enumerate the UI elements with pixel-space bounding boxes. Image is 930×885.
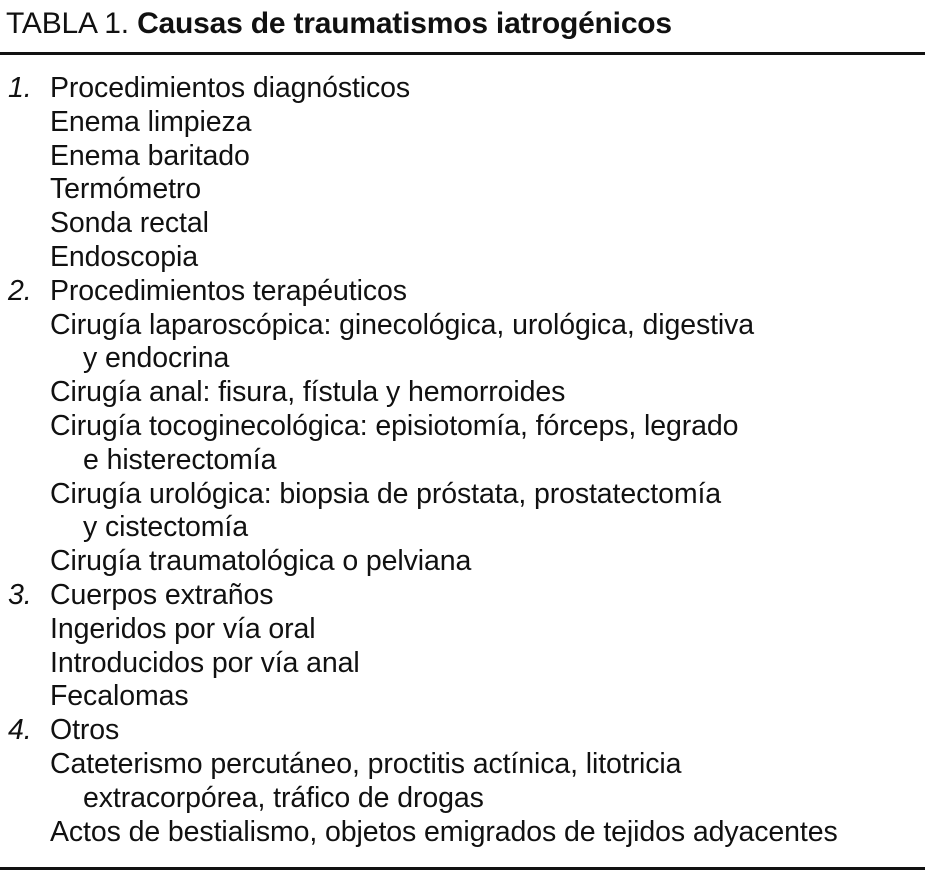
list-item (0, 478, 925, 512)
section-number: 4. (8, 714, 32, 747)
bottom-rule (0, 867, 925, 870)
section-number: 1. (8, 72, 32, 104)
list-item-continuation (0, 782, 925, 816)
list-item (0, 309, 925, 343)
top-rule (0, 52, 925, 55)
list-item-text: Fecalomas (50, 680, 189, 713)
list-item-text: Enema limpieza (50, 105, 252, 138)
list-item-text: Cirugía tocoginecológica: episiotomía, fórceps, legrado (50, 409, 739, 442)
list-item (0, 748, 925, 782)
list-item-text: Endoscopia (50, 240, 198, 273)
section-heading (0, 72, 925, 106)
list-item (0, 680, 925, 714)
list-item-continuation (0, 444, 925, 478)
list-item-continuation (0, 511, 925, 545)
section-title: Procedimientos diagnósticos (50, 72, 411, 104)
causes-list (0, 72, 925, 849)
list-item-text: y cistectomía (83, 511, 248, 544)
list-item-continuation (0, 342, 925, 376)
table-label: TABLA 1. (6, 7, 129, 40)
list-item (0, 173, 925, 207)
list-item (0, 816, 925, 850)
list-item-text: Termómetro (50, 173, 202, 206)
list-item-text: Cirugía anal: fisura, fístula y hemorroides (50, 376, 566, 409)
list-item (0, 410, 925, 444)
list-item (0, 207, 925, 241)
section-heading (0, 275, 925, 309)
list-item-text: Cirugía urológica: biopsia de próstata, prostatectomía (50, 477, 722, 510)
list-item (0, 376, 925, 410)
section-number: 2. (8, 274, 32, 307)
table-caption: Causas de traumatismos iatrogénicos (137, 7, 672, 40)
list-item-text: Cirugía laparoscópica: ginecológica, urológica, digestiva (50, 308, 755, 341)
section-heading (0, 714, 925, 748)
list-item-text: Cirugía traumatológica o pelviana (50, 545, 472, 578)
section-title: Otros (50, 714, 120, 747)
list-item-text: Enema baritado (50, 139, 250, 172)
list-item (0, 647, 925, 681)
list-item (0, 140, 925, 174)
list-item-text: y endocrina (83, 342, 230, 375)
list-item (0, 241, 925, 275)
section-title: Cuerpos extraños (50, 578, 274, 611)
list-item-text: extracorpórea, tráfico de drogas (83, 781, 484, 814)
list-item-text: Cateterismo percutáneo, proctitis actínica, litotricia (50, 747, 682, 780)
list-item-text: Introducidos por vía anal (50, 646, 360, 679)
list-item-text: Ingeridos por vía oral (50, 612, 316, 645)
table-title (6, 4, 672, 44)
section-title: Procedimientos terapéuticos (50, 274, 407, 307)
section-heading (0, 579, 925, 613)
list-item-text: Actos de bestialismo, objetos emigrados de tejidos adyacentes (50, 815, 838, 848)
section-number: 3. (8, 578, 32, 611)
list-item-text: e histerectomía (83, 443, 277, 476)
list-item-text: Sonda rectal (50, 207, 209, 240)
list-item (0, 545, 925, 579)
list-item (0, 106, 925, 140)
list-item (0, 613, 925, 647)
